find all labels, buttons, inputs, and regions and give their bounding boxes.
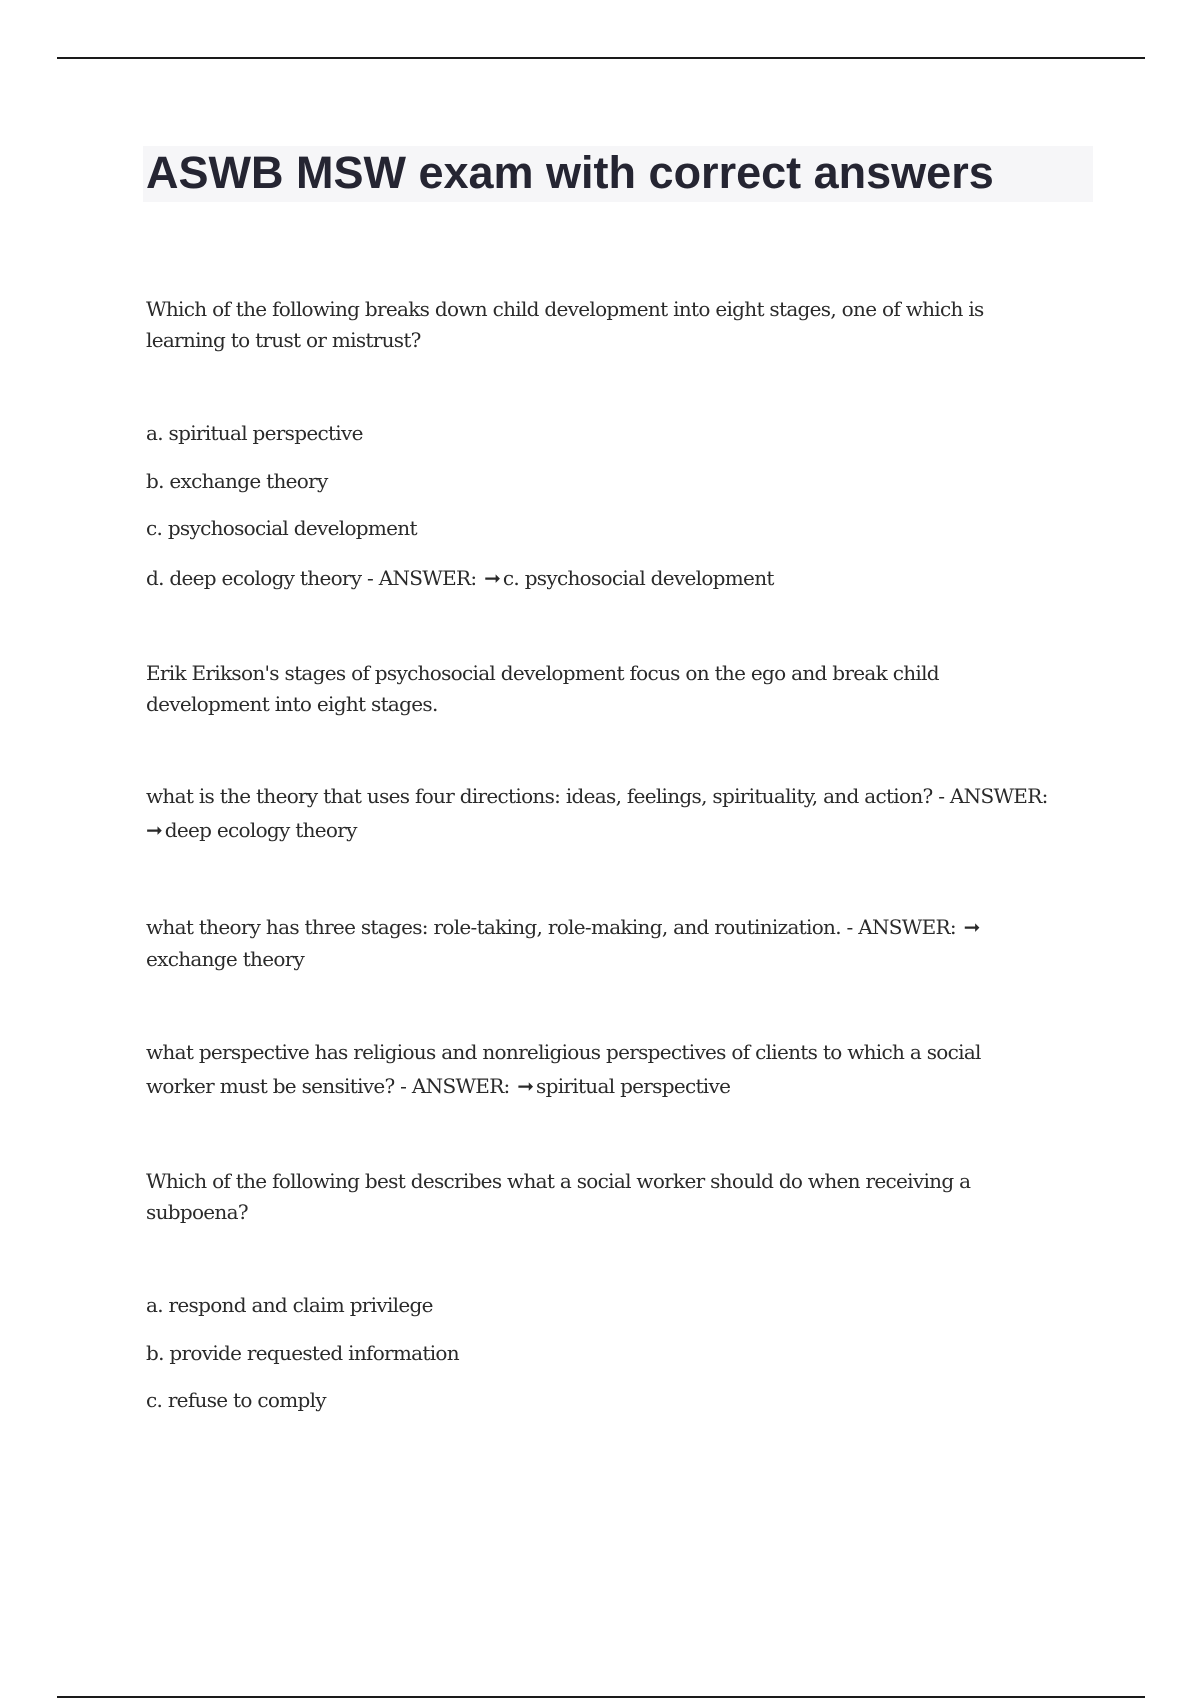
question-4-text: worker must be sensitive? - ANSWER:: [146, 1074, 510, 1098]
question-1-option-d-text: d. deep ecology theory - ANSWER:: [146, 566, 477, 590]
question-1-line-1: Which of the following breaks down child development into eight stages, one of which is: [146, 297, 984, 321]
question-4-answer: spiritual perspective: [536, 1074, 731, 1098]
question-1-option-c: c. psychosocial development: [146, 516, 417, 540]
question-5-line-1: Which of the following best describes what a social worker should do when receiving a: [146, 1169, 971, 1193]
question-1-answer: c. psychosocial development: [502, 566, 774, 590]
question-3-answer: exchange theory: [146, 947, 305, 971]
question-4-line-2: [146, 1074, 730, 1098]
answer-arrow-icon: ➞: [484, 566, 501, 590]
question-5-option-b: b. provide requested information: [146, 1341, 459, 1365]
question-2-line-1: what is the theory that uses four directions: ideas, feelings, spirituality, and action? - ANSWER:: [146, 784, 1048, 808]
question-3-line-1: [146, 915, 982, 939]
question-5-option-a: a. respond and claim privilege: [146, 1293, 433, 1317]
question-1-line-2: learning to trust or mistrust?: [146, 328, 421, 352]
question-2-answer: deep ecology theory: [164, 818, 357, 842]
question-1-option-d-answer: [146, 566, 774, 590]
answer-arrow-icon: ➞: [963, 915, 981, 939]
question-5-line-2: subpoena?: [146, 1200, 248, 1224]
question-1-option-a: a. spiritual perspective: [146, 421, 363, 445]
question-1-option-b: b. exchange theory: [146, 469, 328, 493]
explanation-line-1: Erik Erikson's stages of psychosocial development focus on the ego and break child: [146, 661, 939, 685]
footer-rule: [57, 1696, 1145, 1698]
question-2-answer-line: [146, 818, 357, 842]
document-title: ASWB MSW exam with correct answers: [146, 147, 994, 198]
answer-arrow-icon: ➞: [517, 1074, 535, 1098]
question-5-option-c: c. refuse to comply: [146, 1388, 326, 1412]
question-3-text: what theory has three stages: role-taking, role-making, and routinization. - ANSWER:: [146, 915, 956, 939]
answer-arrow-icon: ➞: [146, 818, 163, 842]
header-rule: [57, 57, 1145, 59]
explanation-line-2: development into eight stages.: [146, 692, 438, 716]
question-4-line-1: what perspective has religious and nonreligious perspectives of clients to which a social: [146, 1040, 981, 1064]
